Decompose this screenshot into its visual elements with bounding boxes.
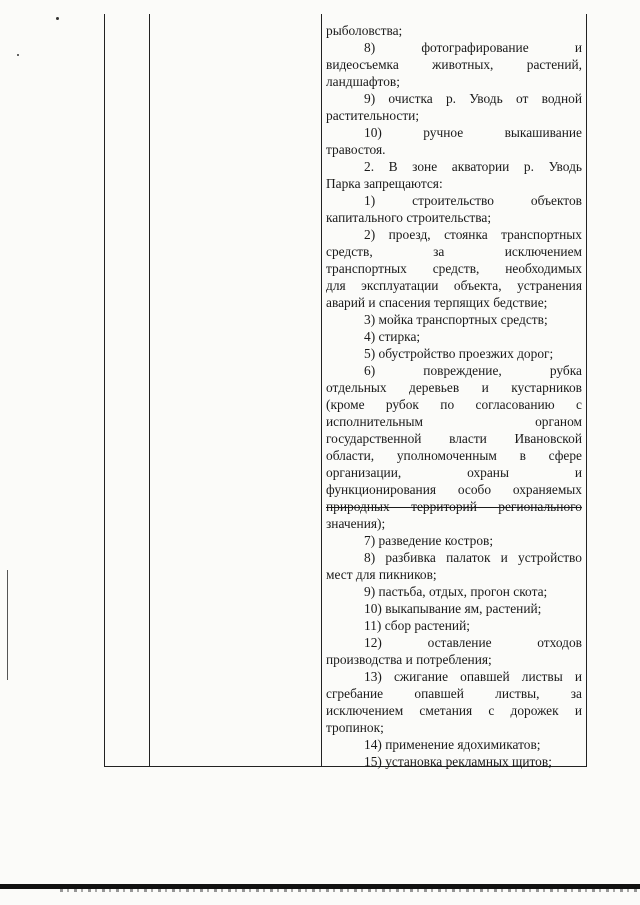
text-line: 4) стирка; bbox=[364, 329, 421, 344]
text-line: 9) пастьба, отдых, прогон скота; bbox=[364, 584, 548, 599]
table-border-right bbox=[586, 14, 587, 766]
text-line: организации, охраны и bbox=[326, 465, 582, 480]
table-border-col2 bbox=[149, 14, 150, 766]
text-line: растительности; bbox=[326, 108, 420, 123]
scan-edge-mark bbox=[7, 570, 8, 680]
text-line: 8) фотографирование и bbox=[364, 40, 582, 55]
text-line: 2) проезд, стоянка транспортных bbox=[364, 227, 582, 242]
scan-speck bbox=[56, 17, 59, 20]
text-line: капитального строительства; bbox=[326, 210, 492, 225]
scan-bottom-noise bbox=[60, 889, 640, 892]
text-line: области, уполномоченным в сфере bbox=[326, 448, 582, 463]
table-cell-text bbox=[326, 22, 582, 770]
text-line: рыболовства; bbox=[326, 23, 403, 38]
text-line: 3) мойка транспортных средств; bbox=[364, 312, 548, 327]
text-line: производства и потребления; bbox=[326, 652, 492, 667]
text-line: Парка запрещаются: bbox=[326, 176, 443, 191]
text-line: государственной власти Ивановской bbox=[326, 431, 582, 446]
text-line: исключением сметания с дорожек и bbox=[326, 703, 582, 718]
text-line: 10) ручное выкашивание bbox=[364, 125, 582, 140]
text-line: ландшафтов; bbox=[326, 74, 400, 89]
text-line: мест для пикников; bbox=[326, 567, 437, 582]
text-line: 11) сбор растений; bbox=[364, 618, 470, 633]
text-line: 1) строительство объектов bbox=[364, 193, 582, 208]
text-line: 5) обустройство проезжих дорог; bbox=[364, 346, 554, 361]
text-line: функционирования особо охраняемых bbox=[326, 482, 582, 497]
text-line: природных территорий регионального bbox=[326, 499, 582, 514]
text-line: 12) оставление отходов bbox=[364, 635, 582, 650]
table-border-col3 bbox=[321, 14, 322, 766]
text-line: 13) сжигание опавшей листвы и bbox=[364, 669, 582, 684]
text-line: 6) повреждение, рубка bbox=[364, 363, 582, 378]
text-line: сгребание опавшей листвы, за bbox=[326, 686, 582, 701]
text-line: видеосъемка животных, растений, bbox=[326, 57, 582, 72]
text-line: 8) разбивка палаток и устройство bbox=[364, 550, 582, 565]
text-line: 15) установка рекламных щитов; bbox=[364, 754, 552, 769]
text-line: (кроме рубок по согласованию с bbox=[326, 397, 582, 412]
text-line: средств, за исключением bbox=[326, 244, 582, 259]
text-line: 7) разведение костров; bbox=[364, 533, 494, 548]
text-line: исполнительным органом bbox=[326, 414, 582, 429]
scan-speck bbox=[17, 54, 19, 56]
text-line: отдельных деревьев и кустарников bbox=[326, 380, 582, 395]
text-line: травостоя. bbox=[326, 142, 386, 157]
text-line: значения); bbox=[326, 516, 386, 531]
text-line: 10) выкапывание ям, растений; bbox=[364, 601, 542, 616]
text-line: 14) применение ядохимикатов; bbox=[364, 737, 541, 752]
text-line: 9) очистка р. Уводь от водной bbox=[364, 91, 582, 106]
text-line: 2. В зоне акватории р. Уводь bbox=[364, 159, 582, 174]
text-line: аварий и спасения терпящих бедствие; bbox=[326, 295, 548, 310]
text-line: для эксплуатации объекта, устранения bbox=[326, 278, 582, 293]
text-line: тропинок; bbox=[326, 720, 384, 735]
text-line: транспортных средств, необходимых bbox=[326, 261, 582, 276]
table-border-left bbox=[104, 14, 105, 766]
